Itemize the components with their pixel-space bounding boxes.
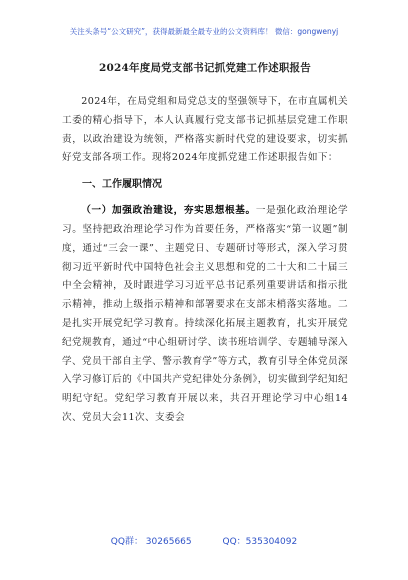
subsection-body: 一是强化政治理论学习。坚持把政治理论学习作为首要任务，严格落实“第一议题”制度，通过“三会一课”、主题党日、专题研讨等形式，深入学习贯彻习近平新时代中国特色社会主义思想和党的二十大和二十届三中全会精神，及时跟进学习习近平总书记系列重要讲话和指示批示精神，推动上级指示精神和部署要求在支部末梢落实落地。二是扎实开展党纪学习教育。持续深化拓展主题教育，扎实开展党纪党规教育，通过“中心组研讨学、读书班培训学、专题辅导深入学、党员干部自主学、警示教育学”等方式，教育引导全体党员深入学习修订后的《中国共产党纪律处分条例》，切实做到学纪知纪明纪守纪。党纪学习教育开展以来，共召开理论学习中心组14次、党员大会11次、支委会 bbox=[62, 205, 348, 423]
intro-paragraph: 2024年，在局党组和局党总支的坚强领导下，在市直属机关工委的精心指导下，本人认真履行党支部书记抓基层党建工作职责，以政治建设为统领，严格落实新时代党的建设要求，切实抓好党支部各项工作。现将2024年度抓党建工作述职报告如下： bbox=[62, 96, 348, 164]
qq-group-text: QQ群： 30265665 bbox=[110, 537, 192, 547]
subsection-paragraph bbox=[62, 202, 348, 428]
section-heading: 一、工作履职情况 bbox=[82, 179, 162, 191]
qq-contact-text: QQ：535304092 bbox=[222, 537, 298, 547]
subsection-heading: （一）加强政治建设，夯实思想根基。 bbox=[81, 205, 256, 217]
document-title: 2024年度局党支部书记抓党建工作述职报告 bbox=[99, 62, 311, 74]
top-banner: 关注头条号“公文研究”，获得最新最全最专业的公文资料库！ 微信：gongwenyj bbox=[69, 27, 339, 36]
bottom-banner bbox=[0, 534, 408, 547]
document-body bbox=[62, 60, 348, 428]
